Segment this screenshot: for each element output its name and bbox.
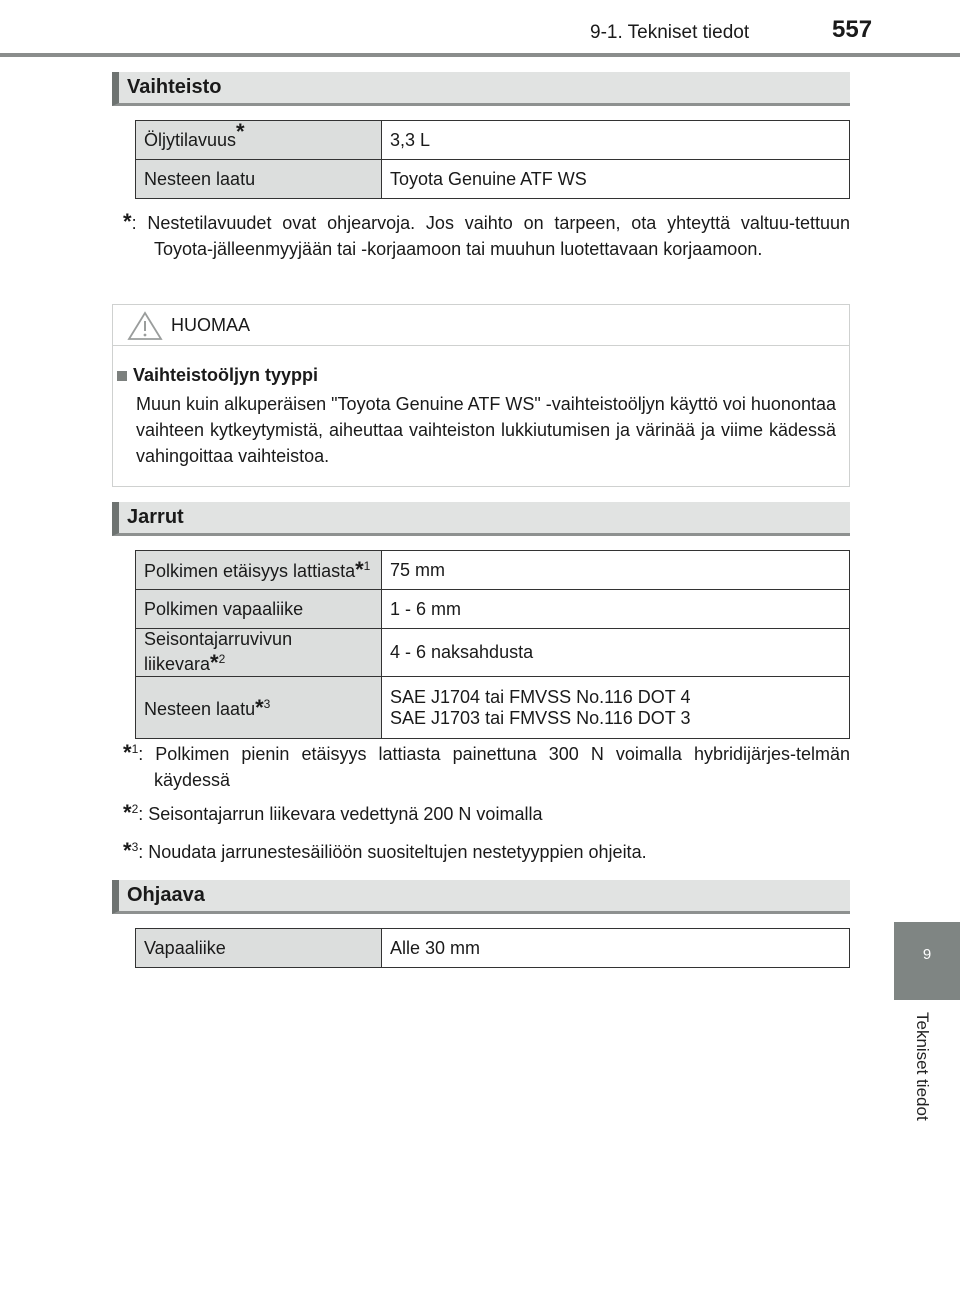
table-value: 3,3 L <box>382 121 850 160</box>
table-key: Nesteen laatu <box>136 160 382 199</box>
table-key: Nesteen laatu*$^3$ <box>136 677 382 739</box>
caution-box <box>112 304 850 487</box>
vaihteisto-table <box>135 120 850 199</box>
table-value: 75 mm <box>382 551 850 590</box>
square-bullet-icon <box>117 371 127 381</box>
table-row <box>136 629 850 677</box>
table-row <box>136 551 850 590</box>
table-row <box>136 590 850 629</box>
table-row <box>136 677 850 739</box>
table-key: Polkimen vapaaliike <box>136 590 382 629</box>
header-rule <box>0 53 960 57</box>
table-value: SAE J1704 tai FMVSS No.116 DOT 4 SAE J1703 tai FMVSS No.116 DOT 3 <box>382 677 850 739</box>
table-value: Alle 30 mm <box>382 929 850 968</box>
table-key: Seisontajarruvivun liikevara*$^2$ <box>136 629 382 677</box>
jarrut-table <box>135 550 850 739</box>
page-number: 557 <box>832 16 873 43</box>
table-value: Toyota Genuine ATF WS <box>382 160 850 199</box>
caution-title: HUOMAA <box>171 315 251 335</box>
table-value: 4 - 6 naksahdusta <box>382 629 850 677</box>
section-title-vaihteisto: Vaihteisto <box>112 72 850 106</box>
caution-subtitle: Vaihteistoöljyn tyyppi <box>117 365 318 386</box>
header-title: 9-1. Tekniset tiedot <box>590 22 750 43</box>
warning-triangle-icon <box>127 311 163 341</box>
section-title-jarrut: Jarrut <box>112 502 850 536</box>
table-row <box>136 929 850 968</box>
table-value: 1 - 6 mm <box>382 590 850 629</box>
table-key: Vapaaliike <box>136 929 382 968</box>
caution-body: Muun kuin alkuperäisen "Toyota Genuine ATF WS" -vaihteistoöljyn käyttö voi huonontaa vaihteen kytkeytymistä, aiheuttaa vaihteiston lukkiutumisen ja värinää ja viime kädessä vahingoittaa vaihteistoa. <box>136 394 836 466</box>
section-title-ohjaava: Ohjaava <box>112 880 850 914</box>
footnote: *$^3$: Noudata jarrunestesäiliöön suositeltujen nestetyyppien ohjeita. <box>123 838 647 863</box>
table-key: Polkimen etäisyys lattiasta*$^1$ <box>136 551 382 590</box>
ohjaava-table <box>135 928 850 968</box>
caution-header <box>113 305 849 346</box>
footnote: *$^2$: Seisontajarrun liikevara vedettynä 200 N voimalla <box>123 800 543 825</box>
table-key: Öljytilavuus* <box>136 121 382 160</box>
chapter-tab: 9 <box>894 922 960 1000</box>
footnote: *: Nestetilavuudet ovat ohjearvoja. Jos vaihto on tarpeen, ota yhteyttä valtuu-tettuun Toyota-jälleenmyyjään tai -korjaamoon tai muuhun luotettavaan korjaamoon. <box>123 209 850 259</box>
table-row <box>136 160 850 199</box>
footnote: *$^1$: Polkimen pienin etäisyys lattiasta painettuna 300 N voimalla hybridijärjes-telmän käydessä <box>123 740 850 790</box>
chapter-tab-label: Tekniset tiedot <box>913 1012 932 1121</box>
table-row <box>136 121 850 160</box>
